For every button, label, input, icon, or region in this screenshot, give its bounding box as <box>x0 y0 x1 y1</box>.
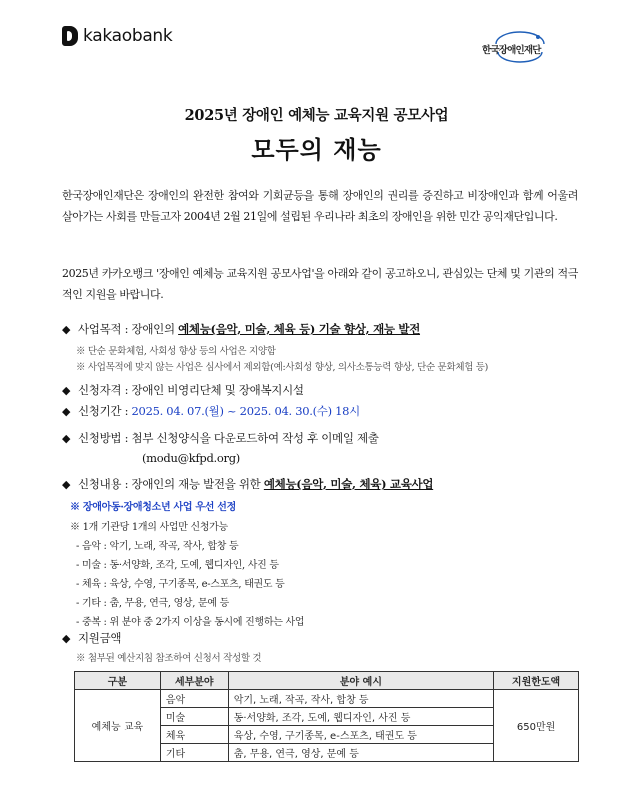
kakaobank-logo <box>62 26 172 46</box>
table-header-cell: 세부분야 <box>160 672 228 690</box>
page-subtitle: 2025년 장애인 예체능 교육지원 공모사업 <box>184 107 449 124</box>
kfpd-logo-text: 한국장애인재단 <box>482 45 541 56</box>
diamond-bullet-icon: ◆ <box>62 478 71 491</box>
method-email[interactable]: (modu@kfpd.org) <box>142 451 240 465</box>
table-field-cell: 음악 <box>160 690 228 708</box>
section-purpose <box>62 321 420 337</box>
period-label: 신청기간 : <box>78 404 132 418</box>
content-label: 신청내용 : 장애인의 재능 발전을 위한 <box>78 477 264 491</box>
diamond-bullet-icon: ◆ <box>62 384 71 397</box>
header <box>0 0 633 70</box>
purpose-note-1: ※ 단순 문화체험, 사회성 향상 등의 사업은 지양함 <box>76 346 276 357</box>
table-example-cell: 춤, 무용, 연극, 영상, 문예 등 <box>228 744 493 762</box>
content-item-other: - 기타 : 춤, 무용, 연극, 영상, 문예 등 <box>76 598 230 609</box>
intro-paragraph-2: 2025년 카카오뱅크 '장애인 예체능 교육지원 공모사업'을 아래와 같이 공고하오니, 관심있는 단체 및 기관의 적극적인 지원을 바랍니다. <box>62 267 578 301</box>
intro-paragraph-1: 한국장애인재단은 장애인의 완전한 참여와 기회균등을 통해 장애인의 권리를 증진하고 비장애인과 함께 어울려 살아가는 사회를 만들고자 2004년 2월 21일에 설립된 우리나라 최초의 장애인을 위한 민간 공익재단입니다. <box>62 189 578 223</box>
section-eligibility <box>62 382 304 398</box>
content-item-art: - 미술 : 동·서양화, 조각, 도예, 웹디자인, 사진 등 <box>76 560 279 571</box>
table-header-cell: 구분 <box>75 672 161 690</box>
table-category-cell: 예체능 교육 <box>75 690 161 762</box>
content-item-combined: - 중복 : 위 분야 중 2가지 이상을 동시에 진행하는 사업 <box>76 617 305 628</box>
kakaobank-mark-icon <box>62 26 78 46</box>
table-header-cell: 지원한도액 <box>494 672 579 690</box>
table-example-cell: 동·서양화, 조각, 도예, 웹디자인, 사진 등 <box>228 708 493 726</box>
table-row <box>75 690 579 708</box>
purpose-highlight: 예체능(음악, 미술, 체육 등) 기술 향상, 재능 발전 <box>178 322 421 336</box>
eligibility-label: 신청자격 : 장애인 비영리단체 및 장애복지시설 <box>78 383 304 397</box>
table-field-cell: 미술 <box>160 708 228 726</box>
purpose-label: 사업목적 : 장애인의 <box>78 322 179 336</box>
table-field-cell: 기타 <box>160 744 228 762</box>
content-item-sports: - 체육 : 육상, 수영, 구기종목, e-스포츠, 태권도 등 <box>76 579 285 590</box>
budget-table <box>74 671 579 762</box>
content-highlight: 예체능(음악, 미술, 체육) 교육사업 <box>263 477 434 491</box>
table-header-cell: 분야 예시 <box>228 672 493 690</box>
diamond-bullet-icon: ◆ <box>62 632 71 645</box>
diamond-bullet-icon: ◆ <box>62 405 71 418</box>
period-value: 2025. 04. 07.(월) ~ 2025. 04. 30.(수) 18시 <box>131 404 360 418</box>
table-field-cell: 체육 <box>160 726 228 744</box>
table-example-cell: 육상, 수영, 구기종목, e-스포츠, 태권도 등 <box>228 726 493 744</box>
section-method <box>62 430 379 446</box>
method-label: 신청방법 : 첨부 신청양식을 다운로드하여 작성 후 이메일 제출 <box>78 431 379 445</box>
budget-label: 지원금액 <box>78 631 122 645</box>
purpose-note-2: ※ 사업목적에 맞지 않는 사업은 심사에서 제외함(예:사회성 향상, 의사소통능력 향상, 단순 문화체험 등) <box>76 362 489 373</box>
table-example-cell: 악기, 노래, 작곡, 작사, 합창 등 <box>228 690 493 708</box>
diamond-bullet-icon: ◆ <box>62 432 71 445</box>
content-limit-note: ※ 1개 기관당 1개의 사업만 신청가능 <box>70 522 228 533</box>
kfpd-logo <box>474 30 564 64</box>
table-limit-cell: 650만원 <box>494 690 579 762</box>
section-content <box>62 476 433 492</box>
page-title: 모두의 재능 <box>251 135 382 164</box>
table-header-row <box>75 672 579 690</box>
section-period <box>62 403 360 419</box>
section-budget <box>62 630 121 646</box>
budget-note: ※ 첨부된 예산지침 참조하여 신청서 작성할 것 <box>76 653 262 664</box>
content-priority-note: ※ 장애아동·장애청소년 사업 우선 선정 <box>70 502 237 513</box>
diamond-bullet-icon: ◆ <box>62 323 71 336</box>
kakaobank-logo-text: kakaobank <box>83 26 173 46</box>
content-item-music: - 음악 : 악기, 노래, 작곡, 작사, 합창 등 <box>76 541 239 552</box>
